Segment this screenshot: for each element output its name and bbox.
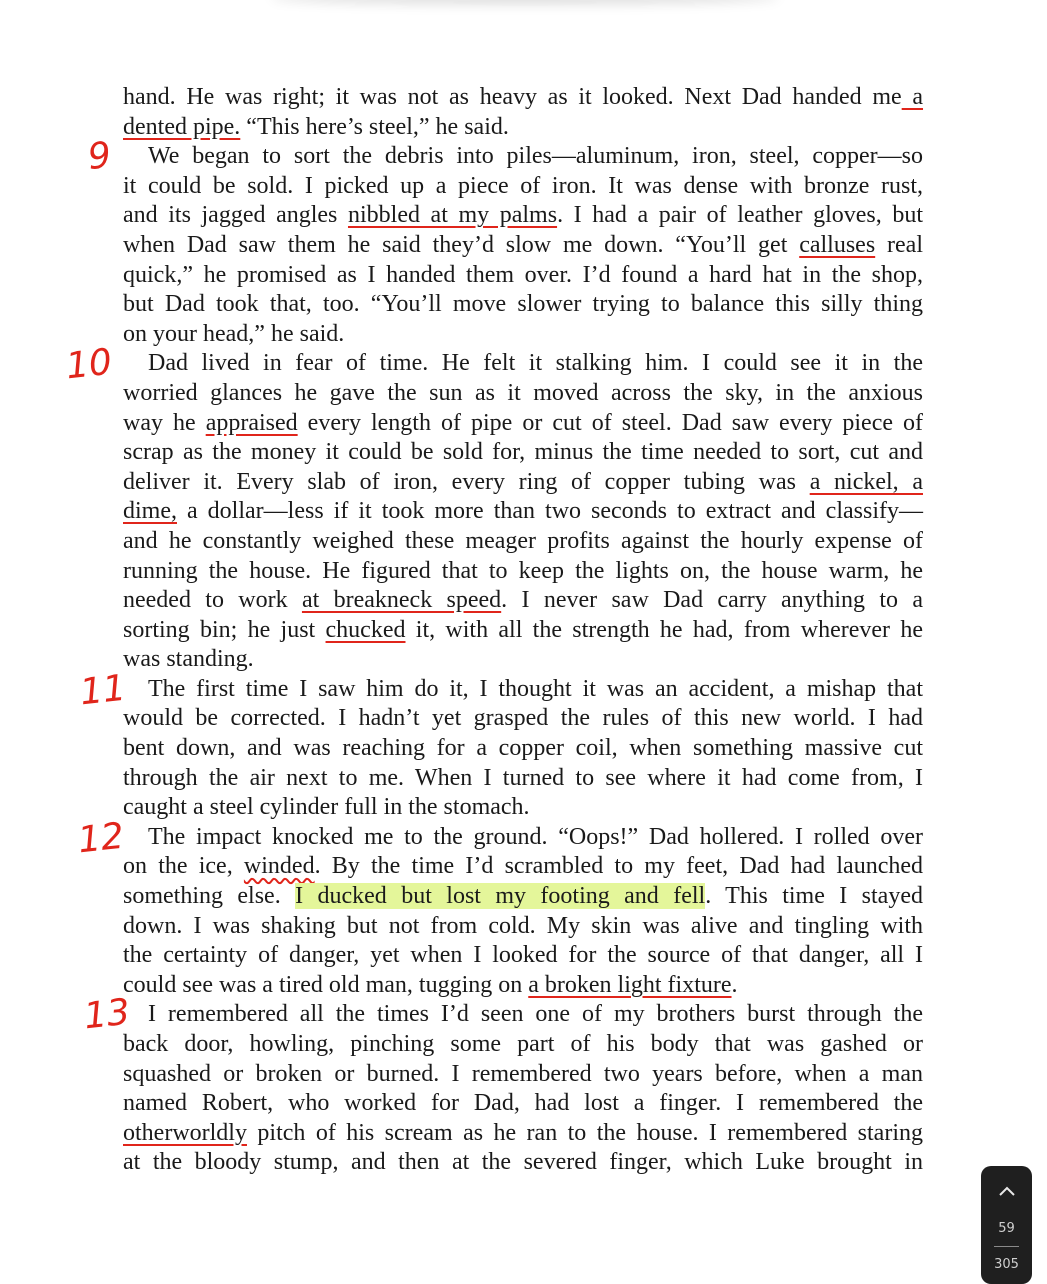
margin-note-paragraph-13: 13 [81,991,132,1038]
text-line: scrap as the money it could be sold for, minus the time needed to sort, cut and [123,439,923,466]
text-line: Dad lived in fear of time. He felt it stalking him. I could see it in the [148,350,923,377]
book-page [123,83,923,1178]
margin-note-paragraph-12: 12 [75,815,126,862]
text-line: but Dad took that, too. “You’ll move slower trying to balance this silly thing [123,291,923,318]
text-line: needed to work at breakneck speed. I never saw Dad carry anything to a [123,587,923,614]
text-line: through the air next to me. When I turned to see where it had come from, I [123,764,923,791]
chevron-up-icon[interactable] [981,1182,1032,1201]
page-indicator[interactable] [981,1166,1032,1284]
text-line: when Dad saw them he said they’d slow me down. “You’ll get calluses real [123,231,923,258]
margin-note-paragraph-11: 11 [77,667,128,714]
text-line: could see was a tired old man, tugging on a broken light fixture. [123,971,738,998]
page-divider [994,1246,1019,1247]
text-line: deliver it. Every slab of iron, every ring of copper tubing was a nickel, a [123,468,923,495]
text-line: at the bloody stump, and then at the severed finger, which Luke brought in [123,1149,923,1176]
text-line: was standing. [123,646,254,673]
text-line: named Robert, who worked for Dad, had lost a finger. I remembered the [123,1090,923,1117]
text-line: and its jagged angles nibbled at my palms. I had a pair of leather gloves, but [123,202,923,229]
text-line: the certainty of danger, yet when I looked for the source of that danger, all I [123,942,923,969]
total-pages: 305 [994,1257,1019,1272]
text-line: would be corrected. I hadn’t yet grasped the rules of this new world. I had [123,705,923,732]
text-line: otherworldly pitch of his scream as he ran to the house. I remembered staring [123,1119,923,1146]
highlighted-passage: I ducked but lost my footing and fell [295,883,706,910]
text-line: running the house. He figured that to keep the lights on, the house warm, he [123,557,923,584]
text-line: dime, a dollar—less if it took more than two seconds to extract and classify— [123,498,923,525]
text-line: back door, howling, pinching some part of his body that was gashed or [123,1031,923,1057]
text-line: I remembered all the times I’d seen one of my brothers burst through the [148,1001,923,1028]
margin-note-paragraph-9: 9 [85,134,113,179]
margin-note-paragraph-10: 10 [63,341,114,388]
current-page-number: 59 [998,1221,1015,1236]
text-line: on the ice, winded. By the time I’d scrambled to my feet, Dad had launched [123,853,924,880]
text-line: down. I was shaking but not from cold. My skin was alive and tingling with [123,912,923,939]
text-line: dented pipe. “This here’s steel,” he said. [123,113,509,140]
text-line: quick,” he promised as I handed them over. I’d found a hard hat in the shop, [123,261,923,288]
text-line: bent down, and was reaching for a copper coil, when something massive cut [123,735,923,762]
text-line: squashed or broken or burned. I remembered two years before, when a man [123,1060,923,1087]
text-line: on your head,” he said. [123,320,345,347]
text-line: The impact knocked me to the ground. “Oops!” Dad hollered. I rolled over [148,823,923,850]
text-line: We began to sort the debris into piles—aluminum, iron, steel, copper—so [148,143,923,170]
text-line: something else. I ducked but lost my footing and fell. This time I stayed [123,883,923,910]
text-line: worried glances he gave the sun as it moved across the sky, in the anxious [123,379,923,406]
text-line: and he constantly weighed these meager profits against the hourly expense of [123,527,923,554]
text-line: The first time I saw him do it, I thought it was an accident, a mishap that [148,675,923,702]
text-line: hand. He was right; it was not as heavy as it looked. Next Dad handed me a [123,84,924,110]
text-line: sorting bin; he just chucked it, with all the strength he had, from wherever he [123,616,923,643]
text-line: it could be sold. I picked up a piece of iron. It was dense with bronze rust, [123,172,923,199]
text-line: caught a steel cylinder full in the stomach. [123,794,530,821]
text-line: way he appraised every length of pipe or cut of steel. Dad saw every piece of [123,409,924,436]
